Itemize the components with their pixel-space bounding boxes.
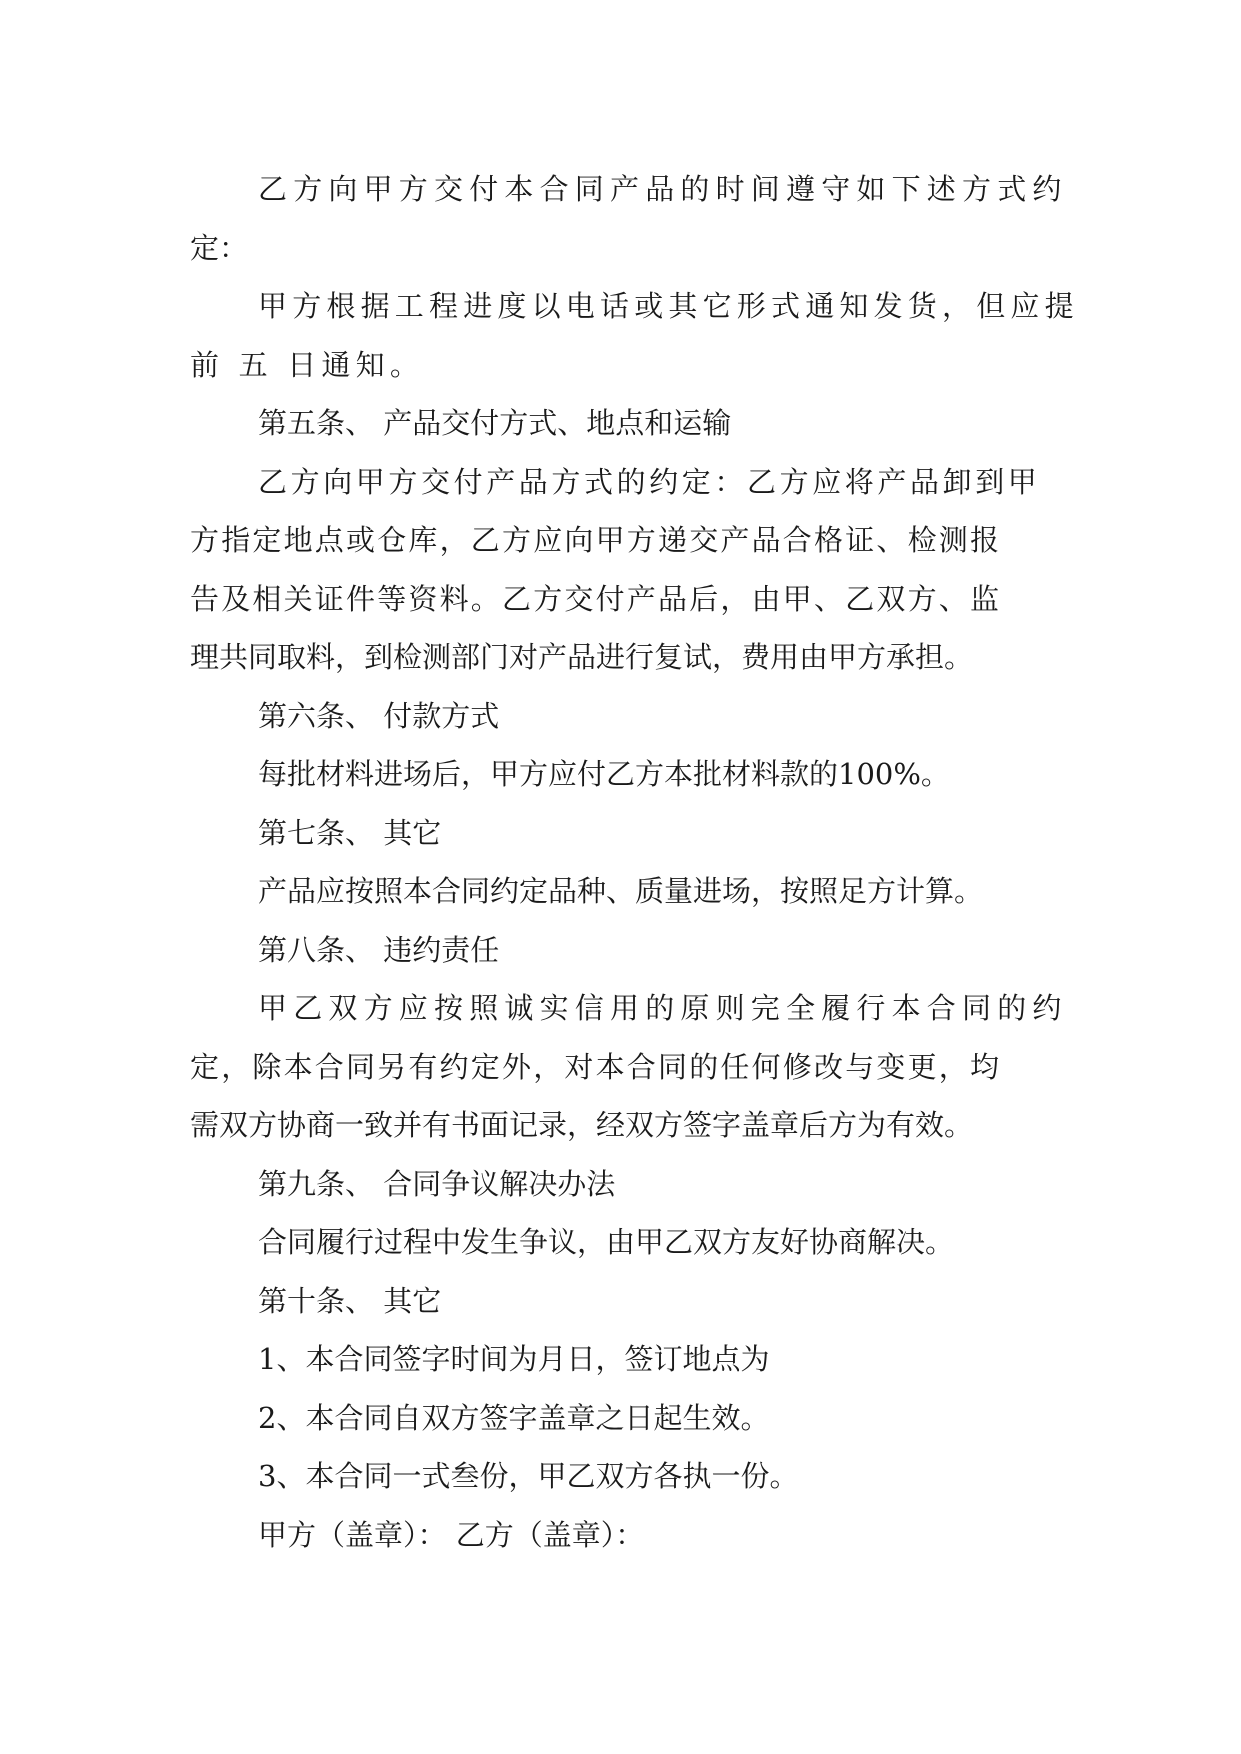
list-item: 1、本合同签字时间为月日，签订地点为 [258,1342,770,1376]
paragraph-line: 定： [190,230,249,265]
paragraph-line: 产品应按照本合同约定品种、质量进场，按照足方计算。 [258,874,984,908]
contract-page-body [190,160,1079,1564]
section-heading: 第九条、 合同争议解决办法 [258,1166,616,1201]
signature-line: 甲方（盖章）： 乙方（盖章）： [258,1517,645,1552]
list-item: 2、本合同自双方签字盖章之日起生效。 [258,1400,770,1435]
paragraph-line: 前 五 日通知。 [190,347,425,382]
list-item: 3、本合同一式叁份，甲乙双方各执一份。 [258,1459,799,1493]
paragraph-line: 甲乙双方应按照诚实信用的原则完全履行本合同的约 [258,991,1068,1025]
section-heading: 第六条、 付款方式 [258,698,500,733]
paragraph-line: 方指定地点或仓库，乙方应向甲方递交产品合格证、检测报 [190,523,1002,557]
section-heading: 第七条、 其它 [258,815,442,850]
section-heading: 第五条、 产品交付方式、地点和运输 [258,406,732,440]
paragraph-line: 甲方根据工程进度以电话或其它形式通知发货，但应提 [258,289,1079,323]
paragraph-line: 合同履行过程中发生争议，由甲乙双方友好协商解决。 [258,1225,955,1259]
section-heading: 第八条、 违约责任 [258,932,500,967]
paragraph-line: 每批材料进场后，甲方应付乙方本批材料款的100%。 [258,757,950,791]
paragraph-line: 需双方协商一致并有书面记录，经双方签字盖章后方为有效。 [190,1108,974,1142]
paragraph-line: 告及相关证件等资料。乙方交付产品后，由甲、乙双方、监 [190,581,1002,616]
paragraph-line: 理共同取料，到检测部门对产品进行复试，费用由甲方承担。 [190,640,974,674]
section-heading: 第十条、 其它 [258,1283,442,1318]
paragraph-line: 定，除本合同另有约定外，对本合同的任何修改与变更，均 [190,1049,1002,1084]
paragraph-line: 乙方向甲方交付产品方式的约定：乙方应将产品卸到甲 [258,464,1041,499]
paragraph-line: 乙方向甲方交付本合同产品的时间遵守如下述方式约 [258,172,1068,206]
